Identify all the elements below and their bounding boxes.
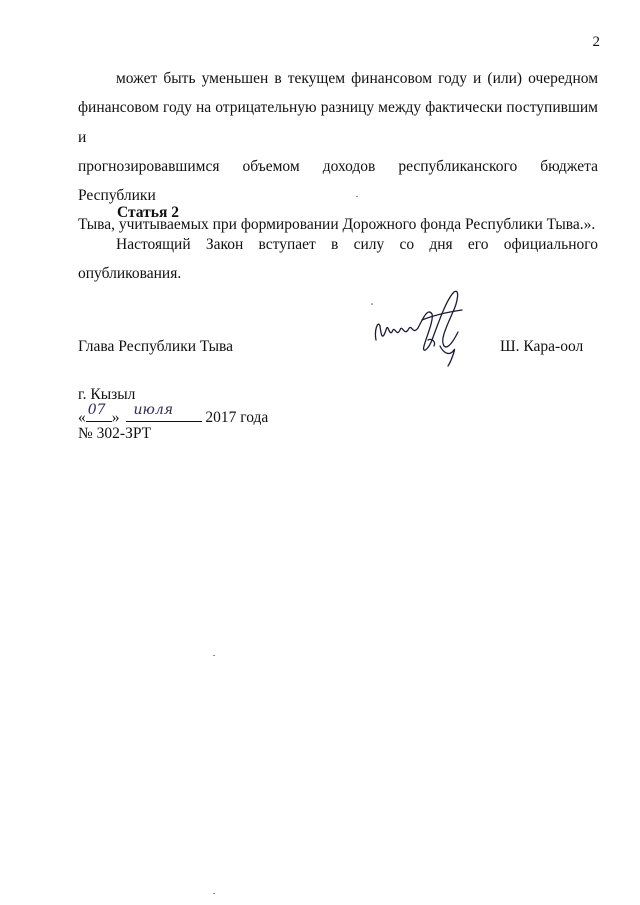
date-open-quote: « [78, 409, 86, 426]
scan-speck [356, 196, 358, 197]
signer-title: Глава Республики Тыва [78, 338, 234, 355]
handwritten-month: июля [133, 402, 174, 418]
signing-date [78, 402, 269, 427]
law-number: № 302-ЗРТ [78, 425, 152, 442]
article-paragraph [78, 230, 598, 289]
handwritten-signature [362, 280, 474, 372]
handwritten-day: 07 [87, 402, 106, 418]
date-close-quote: » [111, 409, 120, 426]
paragraph-line: может быть уменьшен в текущем финансовом году и (или) очередном [116, 70, 598, 87]
page-number: 2 [592, 34, 600, 50]
date-year: 2017 года [205, 409, 269, 426]
day-blank [86, 402, 112, 422]
month-blank [126, 402, 202, 422]
paragraph-line: опубликования. [78, 265, 182, 283]
place-of-signing: г. Кызыл [78, 386, 136, 403]
signer-name: Ш. Кара-оол [500, 338, 584, 355]
paragraph-line: Настоящий Закон вступает в силу со дня его официального [116, 236, 598, 253]
article-title: Статья 2 [117, 204, 179, 221]
scan-speck [213, 893, 215, 894]
paragraph-line: финансовом году на отрицательную разницу между фактически поступившим и [78, 99, 598, 146]
paragraph-line: прогнозировавшимся объемом доходов республиканского бюджета Республики [78, 157, 598, 205]
paragraph-line: Тыва, учитываемых при формировании Дорожного фонда Республики Тыва.». [78, 216, 596, 234]
scan-speck [213, 655, 215, 656]
